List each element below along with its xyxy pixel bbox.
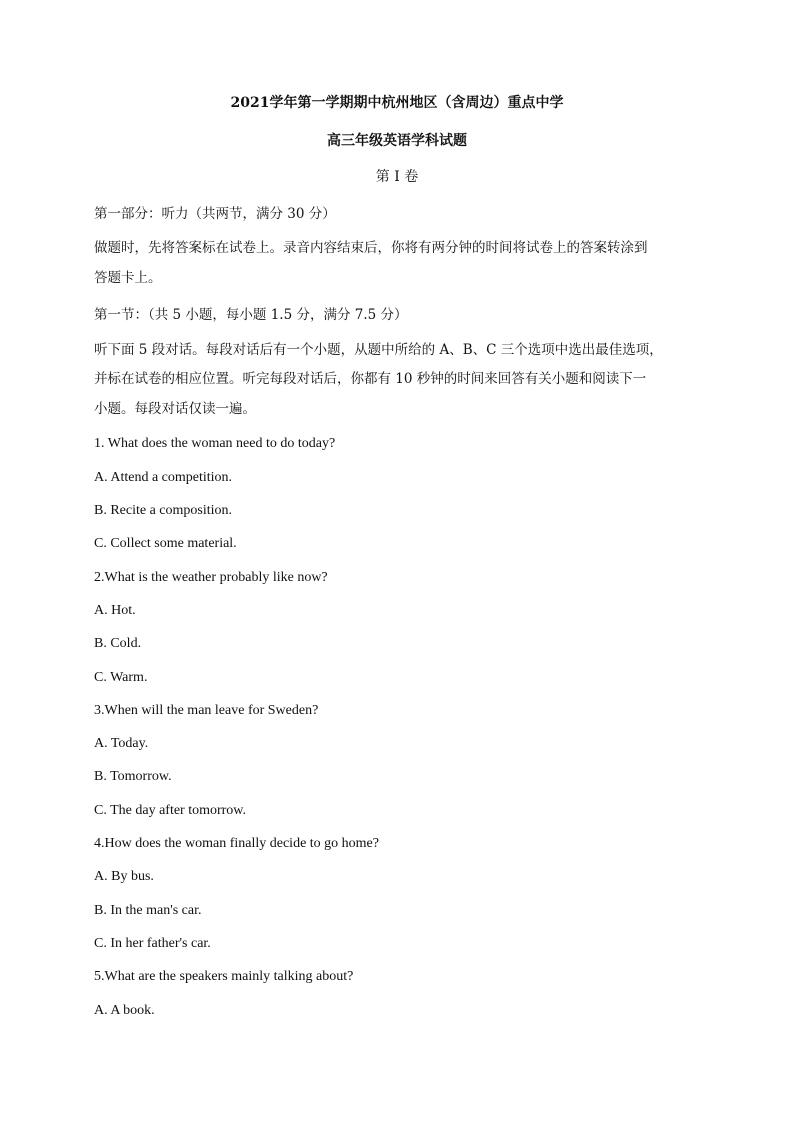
question-3: 3.When will the man leave for Sweden?: [94, 703, 319, 718]
exam-subtitle: 高三年级英语学科试题: [327, 133, 467, 149]
question-5: 5.What are the speakers mainly talking about?: [94, 969, 354, 984]
question-1-option-a: A. Attend a competition.: [94, 470, 233, 485]
part1-heading: 第一部分：听力（共两节，满分 30 分）: [94, 206, 336, 222]
question-5-option-a: A. A book.: [94, 1003, 155, 1018]
question-2-option-c: C. Warm.: [94, 670, 148, 685]
question-4-option-b: B. In the man's car.: [94, 903, 202, 918]
question-1-option-b: B. Recite a composition.: [94, 503, 233, 518]
volume-label: 第 I 卷: [375, 169, 419, 185]
question-4-option-a: A. By bus.: [94, 869, 154, 884]
question-2: 2.What is the weather probably like now?: [94, 570, 328, 585]
part1-instruction-line2: 答题卡上。: [94, 270, 162, 286]
exam-title: 2021学年第一学期期中杭州地区（含周边）重点中学: [230, 95, 564, 111]
question-2-option-b: B. Cold.: [94, 636, 142, 651]
question-2-option-a: A. Hot.: [94, 603, 136, 618]
question-1-option-c: C. Collect some material.: [94, 536, 237, 551]
section1-heading: 第一节：（共 5 小题，每小题 1.5 分，满分 7.5 分）: [94, 307, 408, 323]
question-3-option-c: C. The day after tomorrow.: [94, 803, 247, 818]
question-1: 1. What does the woman need to do today?: [94, 436, 336, 451]
part1-instruction-line1: 做题时，先将答案标在试卷上。录音内容结束后，你将有两分钟的时间将试卷上的答案转涂到: [94, 240, 648, 256]
section1-instruction-line2: 并标在试卷的相应位置。听完每段对话后，你都有 10 秒钟的时间来回答有关小题和阅读下一: [94, 371, 647, 387]
section1-instruction-line1: 听下面 5 段对话。每段对话后有一个小题，从题中所给的 A、B、C 三个选项中选出最佳选项，: [94, 342, 663, 358]
section1-instruction-line3: 小题。每段对话仅读一遍。: [94, 401, 256, 417]
question-4: 4.How does the woman finally decide to go home?: [94, 836, 379, 851]
question-3-option-b: B. Tomorrow.: [94, 769, 172, 784]
question-3-option-a: A. Today.: [94, 736, 149, 751]
question-4-option-c: C. In her father's car.: [94, 936, 211, 951]
